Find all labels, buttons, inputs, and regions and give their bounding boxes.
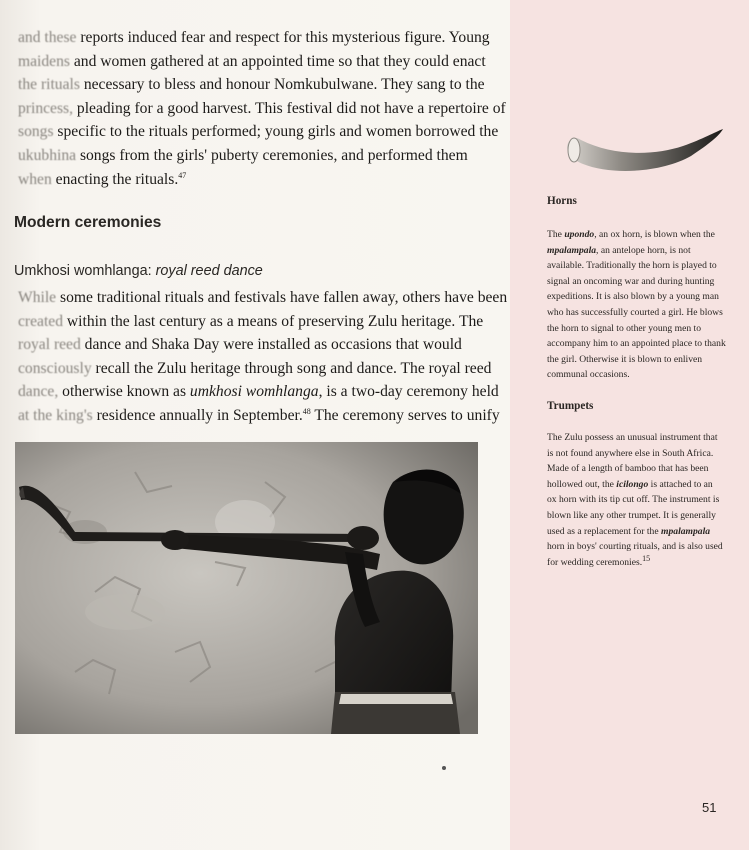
faded-text: dance,	[18, 383, 59, 401]
line-text: reports induced fear and respect for this mysterious figure. Young	[76, 29, 490, 46]
faded-text: consciously	[18, 359, 92, 377]
instrument-term: upondo	[564, 229, 595, 240]
text-line	[18, 26, 490, 50]
footnote-ref: 15	[642, 553, 651, 563]
subheading	[14, 263, 263, 279]
sidebar-line: is not found anywhere else in South Africa.	[547, 447, 714, 459]
sidebar-line: hollowed out, the icilongo is attached to an	[547, 478, 713, 490]
text-line	[18, 404, 500, 428]
text-line	[18, 120, 499, 144]
sidebar-line: ox horn with its tip cut off. The instrument is	[547, 494, 720, 506]
footnote-ref: 47	[178, 170, 187, 180]
horns-title: Horns	[547, 195, 577, 207]
line-text: some traditional rituals and festivals have fallen away, others have been	[56, 289, 508, 306]
trumpets-text	[547, 430, 747, 570]
line-text: within the last century as a means of preserving Zulu heritage. The	[63, 312, 484, 330]
line-text: and women gathered at an appointed time so that they could enact	[69, 52, 486, 70]
man-blowing-trumpet-photo	[15, 442, 478, 734]
sidebar-line: blown like any other trumpet. It is generally	[547, 509, 716, 521]
text-line	[18, 310, 484, 334]
faded-text: songs	[18, 123, 54, 141]
line-text: enacting the rituals.	[51, 170, 179, 188]
line-tail: The ceremony serves to unify	[310, 406, 500, 424]
line-text: otherwise known as umkhosi womhlanga, is a two-day ceremony held	[58, 383, 499, 401]
line-text: recall the Zulu heritage through song and dance. The royal reed	[91, 359, 492, 377]
sidebar-line: horn in boys' courting rituals, and is also used	[547, 541, 723, 553]
line-text: dance and Shaka Day were installed as occasions that would	[80, 336, 462, 354]
faded-text: royal reed	[18, 336, 81, 354]
sidebar-line: available. Traditionally the horn is played to	[547, 260, 717, 272]
instrument-term: mpalampala	[661, 525, 711, 537]
horn-illustration	[563, 126, 728, 176]
faded-text: and these	[18, 29, 77, 46]
sidebar-line: for wedding ceremonies.$^{15}$	[547, 553, 651, 568]
sidebar-line: signal an oncoming war and during hunting	[547, 275, 715, 287]
sidebar-line: used as a replacement for the mpalampala	[547, 525, 711, 537]
text-line	[18, 144, 478, 168]
text-line	[18, 97, 506, 121]
faded-text: when	[18, 170, 52, 188]
sidebar-line: who has successfully courted a girl. He blows	[547, 306, 723, 318]
faded-text: at the king's	[18, 406, 93, 424]
sidebar-line: communal occasions.	[547, 369, 630, 381]
paragraph-2	[18, 286, 508, 428]
text-line	[18, 286, 508, 310]
line-text: songs from the girls' puberty ceremonies, and performed them	[76, 146, 468, 164]
sidebar-line: accompany him to an appointed place to thank	[547, 338, 726, 350]
sidebar-line: Made of a length of bamboo that has been	[547, 463, 709, 475]
text-line	[18, 333, 478, 357]
subheading-normal: Umkhosi womhlanga:	[14, 263, 156, 279]
text-line	[18, 168, 478, 192]
text-line	[18, 357, 492, 381]
instrument-term: icilongo	[616, 478, 649, 490]
line-text: necessary to bless and honour Nomkubulwane. They sang to the	[79, 76, 485, 94]
text-line	[18, 380, 499, 404]
italic-term: umkhosi womhlanga	[189, 383, 319, 401]
line-text: pleading for a good harvest. This festival did not have a repertoire of	[73, 99, 506, 117]
instrument-term: mpalampala	[547, 244, 597, 256]
text-line	[18, 73, 485, 97]
section-heading: Modern ceremonies	[14, 214, 162, 231]
page-number: 51	[702, 800, 717, 815]
faded-text: While	[18, 289, 57, 306]
paragraph-1	[18, 26, 506, 191]
horns-text	[547, 227, 747, 383]
line-text: residence annually in September.	[92, 406, 303, 424]
sidebar-line: mpalampala, an antelope horn, is not	[547, 244, 691, 256]
faded-text: ukubhina	[18, 146, 77, 164]
trumpets-title: Trumpets	[547, 400, 594, 412]
faded-text: the rituals	[18, 76, 80, 94]
sidebar-line: The upondo, an ox horn, is blown when the	[547, 229, 715, 240]
decorative-dot	[442, 766, 446, 770]
sidebar-line: the girl. Otherwise it is blown to enliven	[547, 353, 703, 365]
subheading-italic: royal reed dance	[155, 263, 263, 279]
sidebar-line: the horn to signal to other young men to	[547, 322, 702, 334]
faded-text: created	[18, 312, 64, 330]
faded-text: maidens	[18, 52, 70, 70]
sidebar-line: expeditions. It is also blown by a young man	[547, 291, 719, 303]
text-line	[18, 50, 486, 74]
line-text: specific to the rituals performed; young girls and women borrowed the	[53, 123, 499, 141]
sidebar-line: The Zulu possess an unusual instrument that	[547, 432, 718, 443]
footnote-ref: 48	[302, 406, 311, 416]
faded-text: princess,	[18, 99, 73, 117]
